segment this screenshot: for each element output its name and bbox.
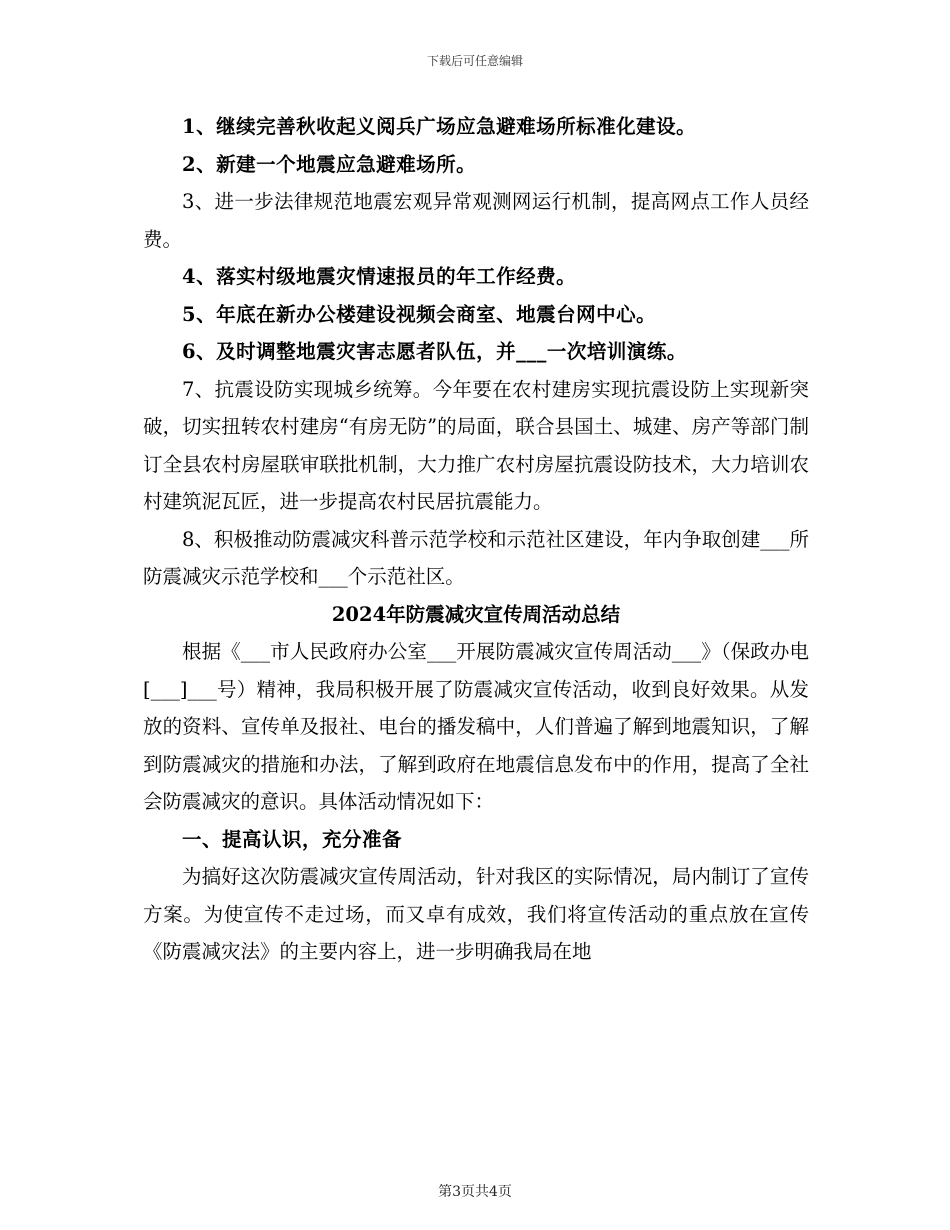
list-item-8: 8、积极推动防震减灾科普示范学校和示范社区建设，年内争取创建___所防震减灾示范学校和___个示范社区。 <box>143 527 809 588</box>
list-item-6: 6、及时调整地震灾害志愿者队伍，并___一次培训演练。 <box>182 340 687 363</box>
page-footer: 第3页共4页 <box>438 1184 512 1200</box>
document-body <box>143 108 809 971</box>
summary-heading-1: 一、提高认识，充分准备 <box>182 827 403 851</box>
list-item-3: 3、进一步法律规范地震宏观异常观测网运行机制，提高网点工作人员经费。 <box>143 190 809 251</box>
header-note: 下载后可任意编辑 <box>426 54 523 68</box>
list-item-7: 7、抗震设防实现城乡统筹。今年要在农村建房实现抗震设防上实现新突破，切实扭转农村建房“有房无防”的局面，联合县国土、城建、房产等部门制订全县农村房屋联审联批机制，大力推广农村房屋抗震设防技术，大力培训农村建筑泥瓦匠，进一步提高农村民居抗震能力。 <box>143 377 809 513</box>
list-item-1: 1、继续完善秋收起义阅兵广场应急避难场所标准化建设。 <box>182 115 697 138</box>
summary-intro: 根据《___市人民政府办公室___开展防震减灾宣传周活动___》（保政办电[___]___号）精神，我局积极开展了防震减灾宣传活动，收到良好效果。从发放的资料、宣传单及报社、电台的播发稿中，人们普遍了解到地震知识，了解到防震减灾的措施和办法，了解到政府在地震信息发布中的作用，提高了全社会防震减灾的意识。具体活动情况如下： <box>143 640 809 813</box>
summary-paragraph-1: 为搞好这次防震减灾宣传周活动，针对我区的实际情况，局内制订了宣传方案。为使宣传不走过场，而又卓有成效，我们将宣传活动的重点放在宣传《防震减灾法》的主要内容上，进一步明确我局在地 <box>143 865 809 963</box>
list-item-5: 5、年底在新办公楼建设视频会商室、地震台网中心。 <box>182 302 657 326</box>
list-item-4: 4、落实村级地震灾情速报员的年工作经费。 <box>182 265 577 288</box>
summary-title: 2024年防震减灾宣传周活动总结 <box>331 602 621 626</box>
list-item-2: 2、新建一个地震应急避难场所。 <box>182 152 477 176</box>
